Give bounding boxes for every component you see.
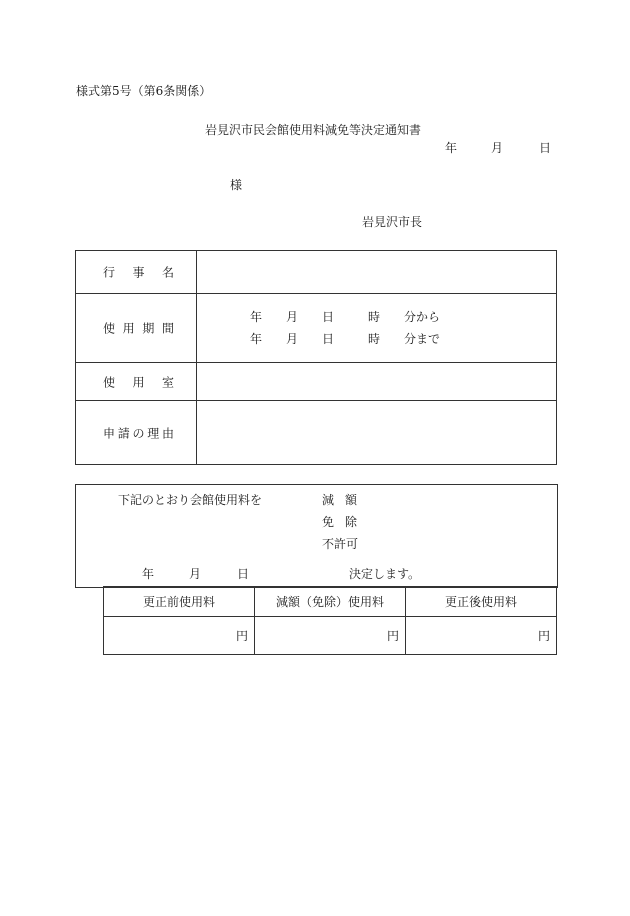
event-name-field[interactable] [197,251,557,294]
fee-amount-before[interactable]: 円 [104,617,255,655]
fee-table [103,586,557,655]
label-char: 理 [147,426,160,440]
label-char: 期 [142,321,155,336]
fee-header-after: 更正後使用料 [406,587,557,617]
header-date-day: 日 [539,141,552,155]
period-from-month: 月 [286,310,299,324]
label-char: の [132,426,145,440]
decision-date-month: 月 [189,567,202,581]
fee-header-before: 更正前使用料 [104,587,255,617]
event-name-label-cell [76,251,197,294]
fee-header-row [104,587,557,617]
option-exemption[interactable] [322,515,357,529]
period-to-hour: 時 [368,332,381,346]
period-to-minute: 分まで [404,332,441,346]
label-char: 由 [161,426,174,440]
reason-field[interactable] [197,401,557,465]
label-char: 行 [103,265,116,280]
label-char: 用 [132,375,145,389]
option-reduction[interactable] [322,493,357,507]
period-to-day: 日 [322,332,335,346]
label-char: 使 [103,321,116,336]
document-title: 岩見沢市民会館使用料減免等決定通知書 [205,123,422,137]
decision-date-day: 日 [237,567,250,581]
period-to-year: 年 [250,332,263,346]
event-name-label [103,264,174,281]
decision-date-year: 年 [142,567,155,581]
table-row-event-name [76,251,557,294]
period-from-year: 年 [250,310,263,324]
decision-closing: 決定します。 [349,567,421,581]
label-char: 用 [122,321,135,336]
label-char: 間 [161,321,174,336]
fee-header-reduced: 減額（免除）使用料 [255,587,406,617]
room-label [103,373,174,390]
decision-box [75,484,558,588]
period-to-month: 月 [286,332,299,346]
label-char: 事 [132,265,145,280]
label-char: 請 [117,426,130,440]
label-char: 申 [103,426,116,440]
fee-amount-row [104,617,557,655]
label-char: 名 [161,265,174,280]
fee-amount-reduced[interactable]: 円 [255,617,406,655]
option-not-permitted[interactable]: 不許可 [322,537,359,551]
period-from-minute: 分から [404,310,441,324]
usage-period-label-cell [76,294,197,363]
issuer-name: 岩見沢市長 [362,215,423,229]
option-char: 額 [344,493,357,507]
option-char: 除 [344,515,357,529]
table-row-room [76,363,557,401]
option-char: 免 [322,515,335,529]
table-row-usage-period [76,294,557,363]
room-field[interactable] [197,363,557,401]
period-from-day: 日 [322,310,335,324]
info-table [75,250,557,465]
option-char: 減 [322,493,335,507]
fee-amount-after[interactable]: 円 [406,617,557,655]
label-char: 使 [103,375,116,389]
label-char: 室 [161,375,174,389]
header-date-year: 年 [445,141,458,155]
usage-period-field[interactable] [197,294,557,363]
form-number: 様式第5号（第6条関係） [76,84,212,98]
room-label-cell [76,363,197,401]
table-row-reason [76,401,557,465]
header-date-month: 月 [491,141,504,155]
period-from-hour: 時 [368,310,381,324]
decision-lead: 下記のとおり会館使用料を [118,493,263,507]
usage-period-label [103,320,174,337]
reason-label-cell [76,401,197,465]
reason-label [103,424,174,441]
addressee-suffix: 様 [230,178,243,192]
